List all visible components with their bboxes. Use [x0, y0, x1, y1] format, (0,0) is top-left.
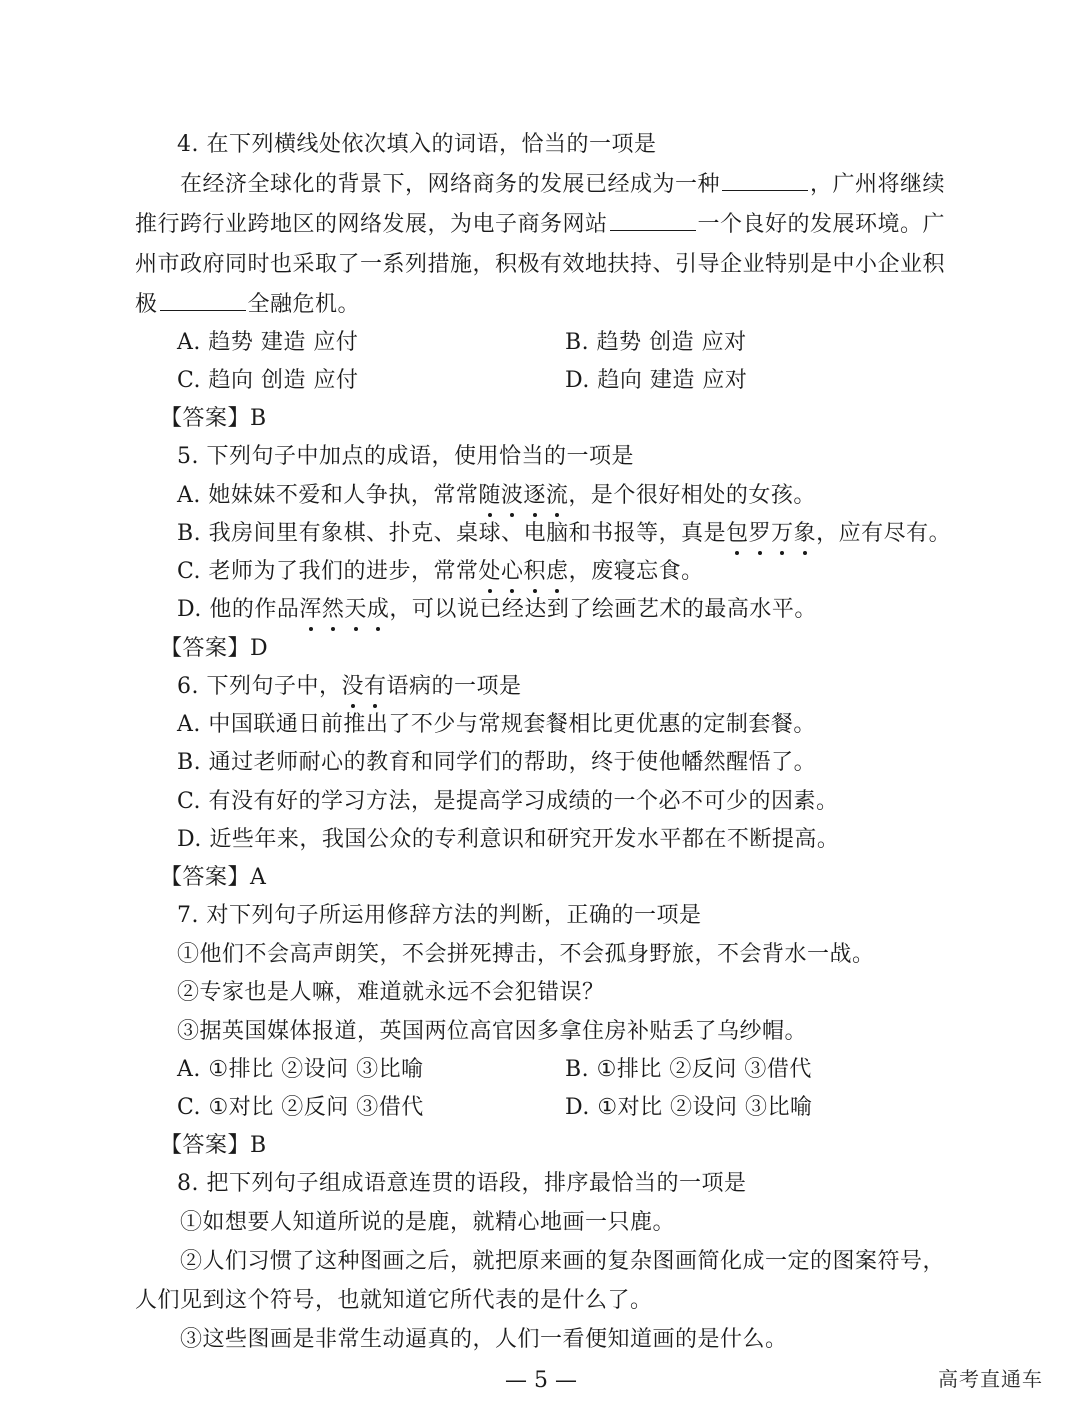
q4-passage-line-3: 州市政府同时也采取了一系列措施，积极有效地扶持、引导企业特别是中小企业积	[135, 252, 946, 277]
q8-sentence-2: ②人们习惯了这种图画之后，就把原来画的复杂图画简化成一定的图案符号，	[180, 1249, 946, 1274]
q7-answer: 【答案】B	[160, 1133, 267, 1158]
q7-sentence-2: ②专家也是人嘛，难道就永远不会犯错误？	[177, 980, 605, 1005]
q5-stem: 5. 下列句子中加点的成语，使用恰当的一项是	[177, 444, 634, 469]
watermark: 高考直通车	[938, 1367, 1043, 1391]
q8-sentence-3: ③这些图画是非常生动逼真的，人们一看便知道画的是什么。	[180, 1327, 788, 1352]
q6-option-b: B. 通过老师耐心的教育和同学们的帮助，终于使他幡然醒悟了。	[177, 750, 817, 775]
q4-passage-line-1: 在经济全球化的背景下，网络商务的发展已经成为一种 ，广州将继续	[180, 172, 946, 197]
q7-option-b: B. ①排比 ②反问 ③借代	[565, 1057, 812, 1082]
q5-option-b: B. 我房间里有象棋、扑克、桌球、电脑和书报等，真是包罗万象 ，应有尽有。	[177, 519, 951, 549]
q5-option-c: C. 老师为了我们的进步，常常处心积虑 ，废寝忘食。	[177, 557, 704, 587]
q4-option-c: C. 趋向 创造 应付	[177, 368, 359, 393]
q4-option-b: B. 趋势 创造 应对	[565, 330, 747, 355]
q8-sentence-2-cont: 人们见到这个符号，也就知道它所代表的是什么了。	[135, 1288, 653, 1313]
q7-option-a: A. ①排比 ②设问 ③比喻	[177, 1057, 424, 1082]
emphasis-dots-meiyou: 没有	[341, 674, 386, 699]
q7-sentence-3: ③据英国媒体报道，英国两位高官因多拿住房补贴丢了乌纱帽。	[177, 1019, 808, 1044]
emphasis-dots-idiom-d: 浑然天成	[299, 597, 389, 622]
q5-answer: 【答案】D	[160, 636, 269, 661]
blank-3	[160, 292, 246, 311]
q8-stem: 8. 把下列句子组成语意连贯的语段，排序最恰当的一项是	[177, 1171, 747, 1196]
emphasis-dots-idiom-c: 处心积虑	[479, 559, 569, 584]
q6-option-d: D. 近些年来，我国公众的专利意识和研究开发水平都在不断提高。	[177, 827, 840, 852]
emphasis-dots-idiom-a: 随波逐流	[478, 483, 568, 508]
q4-option-d: D. 趋向 建造 应对	[565, 368, 748, 393]
q4-passage-line-4: 极 全融危机。	[135, 292, 361, 317]
q4-stem: 4. 在下列横线处依次填入的词语，恰当的一项是	[177, 132, 657, 157]
page-number: — 5 —	[505, 1368, 577, 1393]
blank-2	[610, 212, 696, 231]
q6-option-a: A. 中国联通日前推出了不少与常规套餐相比更优惠的定制套餐。	[177, 712, 816, 737]
q7-option-c: C. ①对比 ②反问 ③借代	[177, 1095, 424, 1120]
emphasis-dots-idiom-b: 包罗万象	[726, 521, 816, 546]
q6-option-c: C. 有没有好的学习方法，是提高学习成绩的一个必不可少的因素。	[177, 789, 839, 814]
q7-option-d: D. ①对比 ②设问 ③比喻	[565, 1095, 813, 1120]
q7-stem: 7. 对下列句子所运用修辞方法的判断，正确的一项是	[177, 903, 702, 928]
q5-option-a: A. 她妹妹不爱和人争执，常常随波逐流 ，是个很好相处的女孩。	[177, 481, 816, 511]
q4-passage-line-2: 推行跨行业跨地区的网络发展，为电子商务网站 一个良好的发展环境。广	[135, 212, 946, 237]
q6-stem: 6. 下列句子中，没有 语病的一项是	[177, 672, 522, 702]
q5-option-d: D. 他的作品浑然天成 ，可以说已经达到了绘画艺术的最高水平。	[177, 595, 817, 625]
q6-answer: 【答案】A	[160, 865, 267, 890]
q8-sentence-1: ①如想要人知道所说的是鹿，就精心地画一只鹿。	[180, 1210, 676, 1235]
q4-option-a: A. 趋势 建造 应付	[177, 330, 359, 355]
q7-sentence-1: ①他们不会高声朗笑，不会拼死搏击，不会孤身野旅，不会背水一战。	[177, 942, 875, 967]
q4-answer: 【答案】B	[160, 406, 267, 431]
blank-1	[722, 172, 808, 191]
